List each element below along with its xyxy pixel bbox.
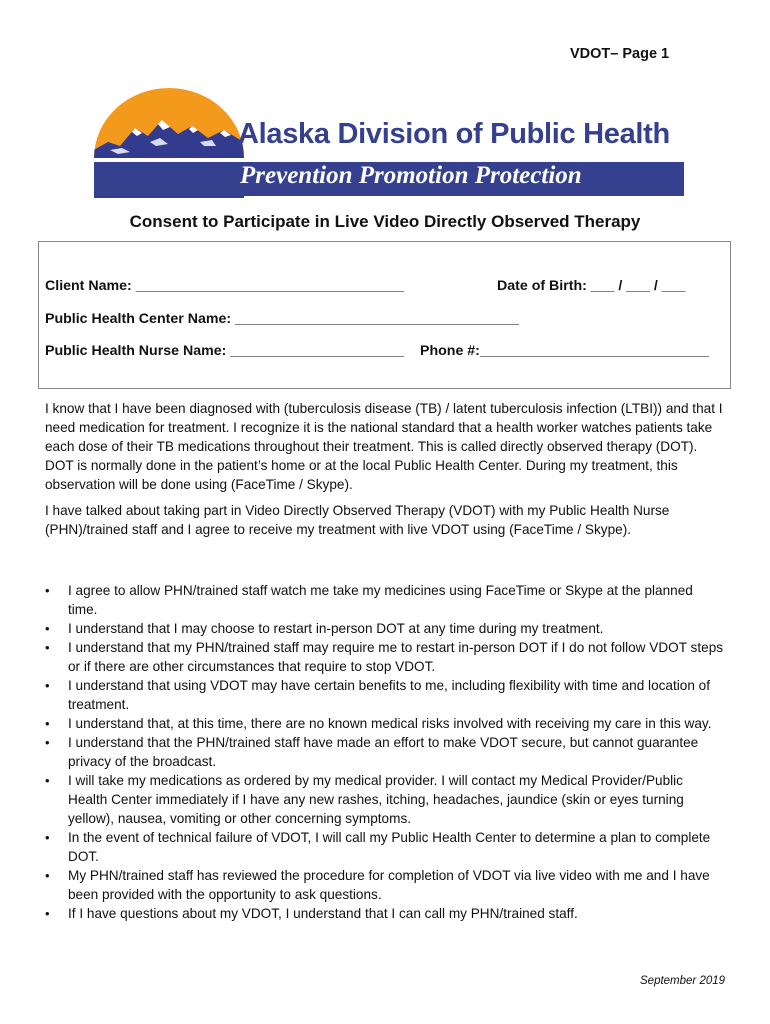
list-item: • I understand that the PHN/trained staff have made an effort to make VDOT secure, but cannot guarantee privacy of the broadcast.: [45, 733, 725, 771]
list-item: • In the event of technical failure of VDOT, I will call my Public Health Center to determine a plan to complete DOT.: [45, 828, 725, 866]
list-item: • If I have questions about my VDOT, I understand that I can call my PHN/trained staff.: [45, 904, 725, 923]
list-item: • I understand that my PHN/trained staff may require me to restart in-person DOT if I do not follow VDOT steps or if there are other circumstances that require to stop VDOT.: [45, 638, 725, 676]
consent-paragraph-2: I have talked about taking part in Video Directly Observed Therapy (VDOT) with my Public Health Nurse (PHN)/trained staff and I agree to receive my treatment with live VDOT using (FaceTime / Skype).: [45, 503, 670, 537]
page-label: VDOT– Page 1: [570, 46, 670, 62]
logo-tagline: Prevention Promotion Protection: [240, 162, 582, 189]
list-item: • I agree to allow PHN/trained staff watch me take my medicines using FaceTime or Skype at the planned time.: [45, 581, 725, 619]
list-item: • I understand that using VDOT may have certain benefits to me, including flexibility with time and location of treatment.: [45, 676, 725, 714]
list-item: • I understand that I may choose to restart in-person DOT at any time during my treatment.: [45, 619, 725, 638]
list-item: • I will take my medications as ordered by my medical provider. I will contact my Medical Provider/Public Health Center immediately if I have any new rashes, itching, headaches, jaundice (skin or eyes turning yellow), nausea, vomiting or other concerning symptoms.: [45, 771, 725, 828]
phone-field[interactable]: Phone #:_____________________________: [420, 343, 709, 359]
nurse-name-field[interactable]: Public Health Nurse Name: ______________________: [45, 343, 404, 359]
consent-bullet-list: [45, 581, 725, 923]
client-name-field[interactable]: Client Name: __________________________________: [45, 278, 404, 294]
document-title: Consent to Participate in Live Video Directly Observed Therapy: [129, 212, 641, 231]
consent-paragraph-1: I know that I have been diagnosed with (tuberculosis disease (TB) / latent tuberculosis infection (LTBI)) and that I need medication for treatment. I recognize it is the national standard that a health worker watches patients take each dose of their TB medications throughout their treatment. This is called directly observed therapy (DOT). DOT is normally done in the patient’s home or at the local Public Health Center. During my treatment, this observation will be done using (FaceTime / Skype).: [45, 401, 723, 492]
health-center-field[interactable]: Public Health Center Name: ____________________________________: [45, 311, 520, 327]
date-of-birth-field[interactable]: Date of Birth: ___ / ___ / ___: [497, 278, 686, 294]
list-item: • I understand that, at this time, there are no known medical risks involved with receiving my care in this way.: [45, 714, 725, 733]
list-item: • My PHN/trained staff has reviewed the procedure for completion of VDOT via live video with me and I have been provided with the opportunity to ask questions.: [45, 866, 725, 904]
logo-org-name: Alaska Division of Public Health: [238, 118, 670, 150]
footer-date: September 2019: [640, 975, 726, 987]
